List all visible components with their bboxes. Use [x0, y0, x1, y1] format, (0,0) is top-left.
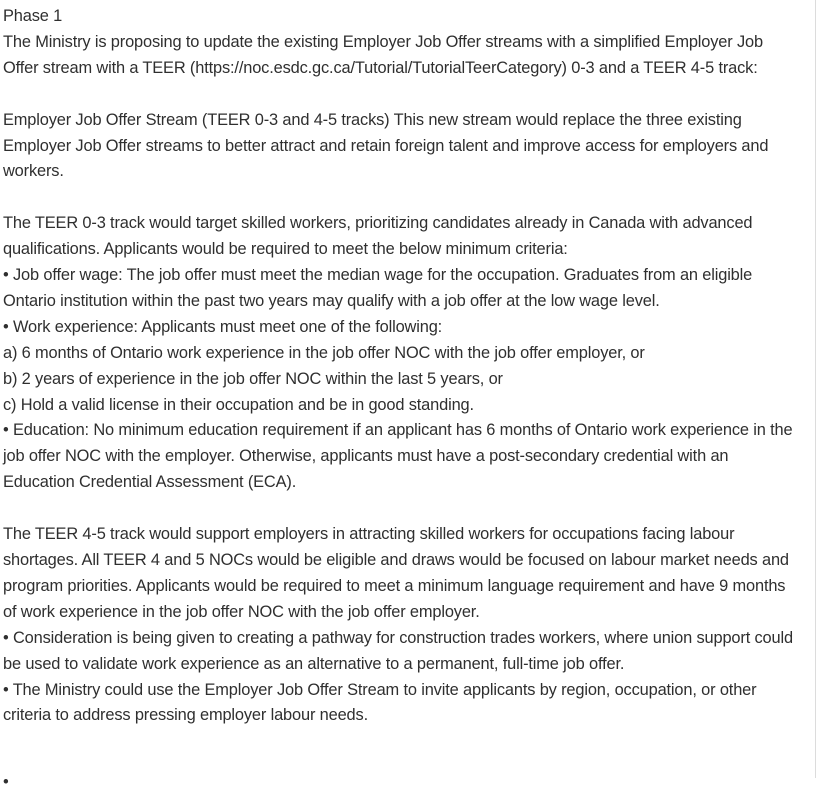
bullet-teer-03-job-offer-wage: • Job offer wage: The job offer must meet the median wage for the occupation. Graduates from an eligible Ontario institution within the past two years may qualify with a job offer at the low wage level.	[3, 266, 753, 310]
column-divider	[815, 0, 816, 778]
document-body	[3, 4, 798, 729]
bullet-teer-45-construction-pathway: • Consideration is being given to creating a pathway for construction trades workers, where union support could be used to validate work experience as an alternative to a permanent, full-time job offer.	[3, 628, 793, 673]
bullet-teer-45-invitations: • The Ministry could use the Employer Job Offer Stream to invite applicants by region, occupation, or other criteria to address pressing employer labour needs.	[3, 680, 757, 725]
list-item-teer-03-work-b: b) 2 years of experience in the job offer NOC within the last 5 years, or	[3, 369, 503, 388]
paragraph-intro: The Ministry is proposing to update the existing Employer Job Offer streams with a simplified Employer Job Offer stream with a TEER (https://noc.esdc.gc.ca/Tutorial/TutorialTeerCategory) 0-3 and a TEER 4-5 track:	[3, 32, 763, 77]
section-heading-phase-1: Phase 1	[3, 7, 63, 25]
paragraph-teer-03-intro: The TEER 0-3 track would target skilled workers, prioritizing candidates already in Canada with advanced qualifications. Applicants would be required to meet the below minimum criteria:	[3, 214, 753, 259]
list-item-teer-03-work-a: a) 6 months of Ontario work experience in the job offer NOC with the job offer employer, or	[3, 343, 645, 362]
list-item-teer-03-work-c: c) Hold a valid license in their occupation and be in good standing.	[3, 395, 474, 414]
bullet-teer-03-work-experience: • Work experience: Applicants must meet one of the following:	[3, 317, 443, 336]
paragraph-teer-45-intro: The TEER 4-5 track would support employers in attracting skilled workers for occupations facing labour shortages. All TEER 4 and 5 NOCs would be eligible and draws would be focused on labour market needs and program priorities. Applicants would be required to meet a minimum language requirement and have 9 months of work experience in the job offer NOC with the job offer employer.	[3, 525, 789, 621]
paragraph-stream-overview: Employer Job Offer Stream (TEER 0-3 and 4-5 tracks) This new stream would replace the three existing Employer Job Offer streams to better attract and retain foreign talent and improve access for employers and workers.	[3, 110, 769, 181]
bullet-teer-03-education: • Education: No minimum education requirement if an applicant has 6 months of Ontario work experience in the job offer NOC with the employer. Otherwise, applicants must have a post-secondary credential with an Education Credential Assessment (ECA).	[3, 421, 793, 492]
clipped-next-line: •	[3, 773, 9, 791]
